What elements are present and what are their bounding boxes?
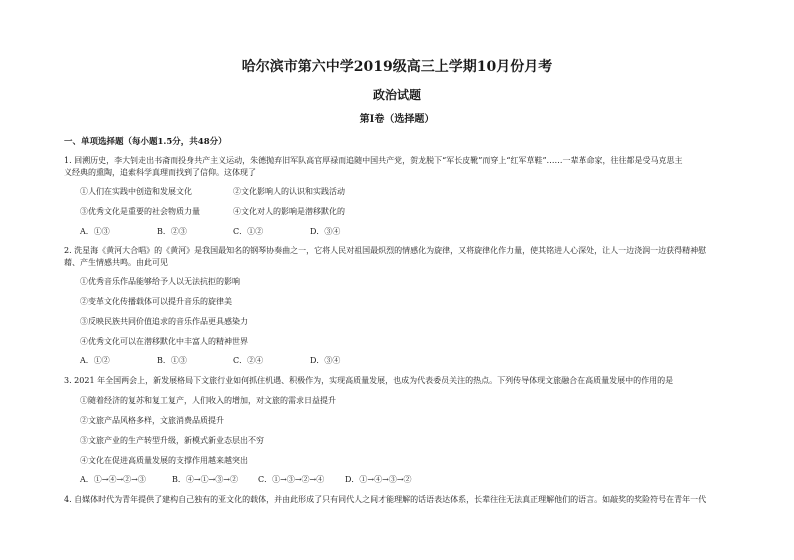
q3-item-1: ①随着经济的复苏和复工复产，人们收入的增加，对文旅的需求日益提升 [80,396,336,405]
q1-choice-a: A．①③ [80,227,110,236]
q3-item-4: ④文化在促进高质量发展的支撑作用越来越突出 [80,456,248,465]
section-heading: 一、单项选择题（每小题1.5分，共48分） [64,137,227,147]
volume-title: 第Ⅰ卷（选择题） [359,114,435,125]
exam-title: 哈尔滨市第六中学2019级高三上学期10月份月考 [241,59,553,75]
q1-choice-c: C．①② [233,227,264,236]
q3-choice-c: C．①→③→②→④ [258,475,325,484]
q3-item-2: ②文旅产品风格多样，文旅消费品质提升 [80,416,224,425]
q2-item-1: ①优秀音乐作品能够给予人以无法抗拒的影响 [80,277,240,286]
q2-choice-a: A．①② [80,356,110,365]
q1-stem-line-1: 1. 回溯历史，李大钊走出书斋而投身共产主义运动，朱德抛弃旧军队高官厚禄而追随中国共产党，贺龙脱下“军长皮靴”而穿上“红军草鞋”……一辈革命家，往往都是受马克思主 [64,156,683,165]
q1-item-2: ②文化影响人的认识和实践活动 [233,187,345,196]
q1-item-4: ④文化对人的影响是潜移默化的 [233,207,345,216]
q2-choice-d: D．③④ [310,356,341,365]
q2-item-4: ④优秀文化可以在潜移默化中丰富人的精神世界 [80,337,248,346]
q3-stem-line-1: 3. 2021 年全国两会上，新发展格局下文旅行业如何抓住机遇、积极作为，实现高质量发展，也成为代表委员关注的热点。下列传导体现文旅融合在高质量发展中的作用的是 [64,376,674,385]
q1-item-1: ①人们在实践中创造和发展文化 [80,187,192,196]
q2-stem-line-1: 2. 洗星海《黄河大合唱》的《黄河》是我国最知名的钢琴协奏曲之一，它将人民对祖国最炽烈的情感化为旋律，又将旋律化作力量，使其铭进人心深处，让人一边浇润一边获得精神慰 [64,246,707,255]
q4-stem-line-1: 4. 自媒体时代为青年提供了建构自己独有的亚文化的载体，并由此形成了只有同代人之间才能理解的话语表达体系，长辈往往无法真正理解他们的语言。如敲奖的奖险符号在青年一代 [64,495,707,504]
q3-choice-d: D．①→④→③→② [345,475,412,484]
q1-item-3: ③优秀文化是重要的社会物质力量 [80,207,200,216]
q2-item-2: ②变革文化传播载体可以提升音乐的旋律美 [80,297,232,306]
q1-stem-line-2: 义经典的熏陶，追索科学真理而找到了信仰。这体现了 [64,168,256,177]
q2-item-3: ③反映民族共同价值追求的音乐作品更具感染力 [80,317,248,326]
q1-choice-d: D．③④ [310,227,341,236]
subject-title: 政治试题 [372,88,421,102]
q2-stem-line-2: 藉、产生情感共鸣。由此可见 [64,258,168,267]
q2-choice-b: B．①③ [157,356,187,365]
q2-choice-c: C．②④ [233,356,264,365]
q3-item-3: ③文旅产业的生产转型升级，新模式新业态层出不穷 [80,436,264,445]
q3-choice-b: B．④→①→③→② [172,475,238,484]
q3-choice-a: A．①→④→②→③ [80,475,146,484]
q1-choice-b: B．②③ [157,227,187,236]
